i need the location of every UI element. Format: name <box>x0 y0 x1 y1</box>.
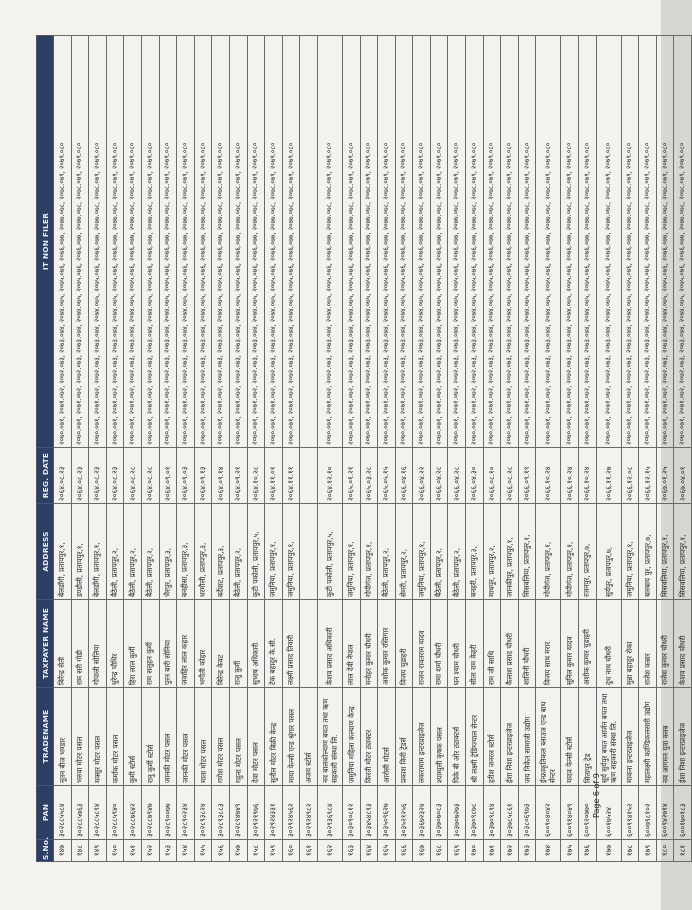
cell-sno: १५६ <box>212 840 230 862</box>
cell-tradename: माकना इन्टरप्राइजेज <box>621 688 639 786</box>
cell-it-non-filer: २०७०.०७१, २०७१.०७२, २०७२.०७३, २०७३.०७४, २०७४.०७५, २०७५.०७६, २०७६.०७७, २०७७.०७८, २०७८.०७९, २०७९.०८० <box>229 36 247 448</box>
cell-pan: ६००७९८१०२ <box>639 786 657 840</box>
cell-pan: ३०३७०९८९४ <box>483 786 501 840</box>
table-row <box>212 36 230 862</box>
cell-it-non-filer: २०७०.०७१, २०७१.०७२, २०७२.०७३, २०७३.०७४, २०७४.०७५, २०७५.०७६, २०७६.०७७, २०७७.०७८, २०७८.०७९, २०७९.०८० <box>54 36 72 448</box>
cell-taxpayer-name: केशव प्रसाद अधिकारी <box>317 600 342 688</box>
cell-sno: १६७ <box>413 840 431 862</box>
cell-tradename: गणेश मोटर पसल <box>212 688 230 786</box>
header-sno: S.No. <box>37 840 54 862</box>
cell-reg-date: २०६४.१२.१० <box>317 448 342 504</box>
cell-reg-date: २०६४.१०.२८ <box>247 448 265 504</box>
cell-address: बैठेली, प्रतापपुर,२, <box>124 504 142 600</box>
cell-pan: ३०२८९३८२४ <box>194 786 212 840</box>
cell-pan: ३०२८८७९४७ <box>141 786 159 840</box>
cell-address: बैठेली, प्रतापपुर,२, <box>430 504 448 600</box>
cell-it-non-filer: २०७०.०७१, २०७१.०७२, २०७२.०७३, २०७३.०७४, २०७४.०७५, २०७५.०७६, २०७६.०७७, २०७७.०७८, २०७८.०७९, २०७९.०८० <box>265 36 283 448</box>
cell-pan: ६००९०४०४२ <box>536 786 561 840</box>
cell-taxpayer-name: राजेश कुमार चौधरी <box>656 600 674 688</box>
cell-pan: ३०२९२१९७६ <box>247 786 265 840</box>
header-taxpayer-name: TAXPAYER NAME <box>37 600 54 688</box>
table-row <box>89 36 107 862</box>
table-row <box>448 36 466 862</box>
cell-taxpayer-name: धुरेन्द्र चौधिर <box>106 600 124 688</box>
cell-taxpayer-name: शालिनी चौधरी <box>518 600 536 688</box>
cell-it-non-filer: २०७०.०७१, २०७१.०७२, २०७२.०७३, २०७३.०७४, २०७४.०७५, २०७५.०७६, २०७६.०७७, २०७७.०७८, २०७८.०७९, २०७९.०८० <box>448 36 466 448</box>
cell-address: जमुनिया, प्रतापपुर,१, <box>342 504 360 600</box>
cell-taxpayer-name: राजेश कन्नार <box>639 600 657 688</box>
cell-tradename: महालक्ष्मी काण्डिकलसारी उद्योग <box>639 688 657 786</box>
cell-pan: ६००९४२७१४ <box>656 786 674 840</box>
cell-sno: १७३ <box>518 840 536 862</box>
cell-address: सुर्यपुर, प्रतापपुर,७, <box>596 504 621 600</box>
cell-tradename: लकरामाम इन्टरप्राइजेज <box>413 688 431 786</box>
table-row <box>639 36 657 862</box>
cell-address: बैठेली, प्रतापपुर,२, <box>141 504 159 600</box>
cell-it-non-filer: २०७०.०७१, २०७१.०७२, २०७२.०७३, २०७३.०७४, २०७४.०७५, २०७५.०७६, २०७६.०७७, २०७७.०७८, २०७८.०७९, २०७९.०८० <box>596 36 621 448</box>
cell-tradename: कर्माक मोटर पसल <box>106 688 124 786</box>
cell-taxpayer-name: केशव प्रसाद चौधरी <box>674 600 692 688</box>
cell-reg-date: २०६६.१०.२४ <box>536 448 561 504</box>
cell-reg-date: २०६६.०८.२८ <box>501 448 519 504</box>
cell-address: बैठेली, प्रतापपुर,२, <box>378 504 396 600</box>
cell-tradename: नूतन बीज भण्डार <box>54 688 72 786</box>
table-row <box>621 36 639 862</box>
cell-address: डण्डौली, प्रतापपुर,१, <box>71 504 89 600</box>
cell-pan: ३०३७०७२७३ <box>448 786 466 840</box>
cell-pan: ३०२८८५५८४ <box>54 786 72 840</box>
cell-taxpayer-name: बिरेन्द्र केवट <box>212 600 230 688</box>
cell-taxpayer-name: विजय साथ मरार <box>536 600 561 688</box>
table-row <box>656 36 674 862</box>
cell-taxpayer-name: सीता राम केहरी <box>466 600 484 688</box>
cell-sno: १७४ <box>536 840 561 862</box>
table-row <box>596 36 621 862</box>
table-row <box>141 36 159 862</box>
cell-tradename: हरीश जनरल स्टोर्स <box>483 688 501 786</box>
cell-sno: १५३ <box>159 840 177 862</box>
cell-pan: ३०३७०९८७८ <box>466 786 484 840</box>
cell-address: जमुनिया, प्रतापपुर,१, <box>413 504 431 600</box>
header-pan: PAN <box>37 786 54 840</box>
cell-tradename: गहुना मोटर पसल <box>229 688 247 786</box>
table-row <box>466 36 484 862</box>
cell-address: जमुनिया, प्रतापपुर,१, <box>282 504 300 600</box>
cell-tradename: भरुवा मोटर पसल <box>71 688 89 786</box>
cell-address: जानकीपुर, प्रतापपुर,१, <box>501 504 519 600</box>
cell-sno: १६० <box>282 840 300 862</box>
cell-taxpayer-name: राजन रावतराम यादव <box>413 600 431 688</box>
cell-sno: १७० <box>466 840 484 862</box>
cell-sno: १६६ <box>395 840 413 862</box>
cell-sno: १७७ <box>596 840 621 862</box>
cell-it-non-filer: २०७०.०७१, २०७१.०७२, २०७२.०७३, २०७३.०७४, २०७४.०७५, २०७५.०७६, २०७६.०७७, २०७७.०७८, २०७८.०७९, २०७९.०८० <box>579 36 597 448</box>
table-row <box>561 36 579 862</box>
table-row <box>265 36 283 862</box>
cell-reg-date: २०६६.०४.३० <box>466 448 484 504</box>
cell-tradename: ईशा निशा इन्टरप्राइजेज <box>674 688 692 786</box>
cell-address: बारबाय पुर, प्रतापपुर,७, <box>639 504 657 600</box>
cell-it-non-filer: २०७०.०७१, २०७१.०७२, २०७२.०७३, २०७३.०७४, २०७४.०७५, २०७५.०७६, २०७६.०७७, २०७७.०७८, २०७८.०७९, २०७९.०८० <box>466 36 484 448</box>
cell-sno: १६३ <box>342 840 360 862</box>
cell-sno: १४९ <box>89 840 107 862</box>
table-row <box>395 36 413 862</box>
cell-sno: १५४ <box>177 840 195 862</box>
cell-tradename: माता मोटर पसल <box>194 688 212 786</box>
cell-sno: १५० <box>106 840 124 862</box>
cell-it-non-filer: २०७०.०७१, २०७१.०७२, २०७२.०७३, २०७३.०७४, २०७४.०७५, २०७५.०७६, २०७६.०७७, २०७७.०७८, २०७८.०७९, २०७९.०८० <box>342 36 360 448</box>
cell-address: बनहीसा, प्रतापपुर,३, <box>177 504 195 600</box>
table-row <box>674 36 692 862</box>
cell-sno: १७६ <box>579 840 597 862</box>
cell-pan: ३०२९२४५६२ <box>282 786 300 840</box>
cell-it-non-filer: २०७०.०७१, २०७१.०७२, २०७२.०७३, २०७३.०७४, २०७४.०७५, २०७५.०७६, २०७६.०७७, २०७७.०७८, २०७८.०७९, २०७९.०८० <box>124 36 142 448</box>
cell-taxpayer-name: राम सरी गोडी <box>71 600 89 688</box>
cell-reg-date: २०६५.०५.१५ <box>378 448 396 504</box>
table-row <box>159 36 177 862</box>
cell-reg-date <box>300 448 318 504</box>
cell-pan: ३०३८०६९७३ <box>518 786 536 840</box>
cell-taxpayer-name: लाल देवी नेपाल <box>342 600 360 688</box>
cell-taxpayer-name: अशोक कुमार रस्तिगार <box>378 600 396 688</box>
cell-reg-date: २०६६.१०.२४ <box>579 448 597 504</box>
table-header-row <box>37 36 54 862</box>
cell-taxpayer-name: रामा शर्मा चौधरी <box>430 600 448 688</box>
table-body <box>54 36 692 862</box>
cell-address: सिसवलिया, प्रतापपुर,१, <box>518 504 536 600</box>
cell-it-non-filer: २०७०.०७१, २०७१.०७२, २०७२.०७३, २०७३.०७४, २०७४.०७५, २०७५.०७६, २०७६.०७७, २०७७.०७८, २०७८.०७९, २०७९.०८० <box>674 36 692 448</box>
cell-reg-date: २०६४.०८.२३ <box>106 448 124 504</box>
cell-address: बेलडाँगी, प्रतापपुर,१, <box>54 504 72 600</box>
cell-tradename: माया फेन्सी एन्ड श्रृंगार पसल <box>282 688 300 786</box>
cell-address: बर्देवाट, प्रतापपुर,३, <box>212 504 230 600</box>
cell-reg-date: २०६६.०४.२८ <box>430 448 448 504</box>
cell-it-non-filer: २०७०.०७१, २०७१.०७२, २०७२.०७३, २०७३.०७४, २०७४.०७५, २०७५.०७६, २०७६.०७७, २०७७.०७८, २०७८.०७९, २०७९.०८० <box>177 36 195 448</box>
cell-it-non-filer: २०७०.०७१, २०७१.०७२, २०७२.०७३, २०७३.०७४, २०७४.०७५, २०७५.०७६, २०७६.०७७, २०७७.०७८, २०७८.०७९, २०७९.०८० <box>360 36 378 448</box>
cell-taxpayer-name: पुरन बारी सोनिया <box>159 600 177 688</box>
cell-address: सिसवलिया, प्रतापपुर,१, <box>656 504 674 600</box>
cell-it-non-filer: २०७०.०७१, २०७१.०७२, २०७२.०७३, २०७३.०७४, २०७४.०७५, २०७५.०७६, २०७६.०७७, २०७७.०७८, २०७८.०७९, २०७९.०८० <box>141 36 159 448</box>
cell-sno: १६८ <box>430 840 448 862</box>
cell-pan: ६००९९४१५२ <box>621 786 639 840</box>
cell-address <box>300 504 318 600</box>
cell-it-non-filer: २०७०.०७१, २०७१.०७२, २०७२.०७३, २०७३.०७४, २०७४.०७५, २०७५.०७६, २०७६.०७७, २०७७.०७८, २०७८.०७९, २०७९.०८० <box>106 36 124 448</box>
cell-taxpayer-name: जवाहिर लाल कहार <box>177 600 195 688</box>
cell-sno: १५५ <box>194 840 212 862</box>
cell-pan: ३०३६७२३२४ <box>413 786 431 840</box>
cell-sno: १८० <box>656 840 674 862</box>
cell-tradename: सितापुर ट्रेड <box>579 688 597 786</box>
cell-taxpayer-name: राम सलुहन कुर्मी <box>141 600 159 688</box>
cell-sno: १७१ <box>483 840 501 862</box>
cell-pan: ३०२८९०२३४ <box>177 786 195 840</box>
cell-reg-date: २०६६.०९.१९ <box>518 448 536 504</box>
cell-it-non-filer: २०७०.०७१, २०७१.०७२, २०७२.०७३, २०७३.०७४, २०७४.०७५, २०७५.०७६, २०७६.०७७, २०७७.०७८, २०७८.०७९, २०७९.०८० <box>561 36 579 448</box>
cell-taxpayer-name: भगौती कोहार <box>194 600 212 688</box>
cell-it-non-filer: २०७०.०७१, २०७१.०७२, २०७२.०७३, २०७३.०७४, २०७४.०७५, २०७५.०७६, २०७६.०७७, २०७७.०७८, २०७८.०७९, २०७९.०८० <box>89 36 107 448</box>
cell-pan: ६००९२०७७० <box>579 786 597 840</box>
cell-reg-date: २०६४.०८.२३ <box>54 448 72 504</box>
table-row <box>54 36 72 862</box>
table-row <box>106 36 124 862</box>
cell-tradename: यादव फेन्सी स्टोर्स <box>561 688 579 786</box>
table-row <box>518 36 536 862</box>
cell-sno: १५१ <box>124 840 142 862</box>
table-row <box>229 36 247 862</box>
cell-pan: ३०२८८५७६३ <box>71 786 89 840</box>
cell-taxpayer-name: बिरेन्द्र सेती <box>54 600 72 688</box>
cell-taxpayer-name: दुध नाथ चौधरी <box>596 600 621 688</box>
cell-reg-date: २०६४.०८.२८ <box>124 448 142 504</box>
cell-address: जमुनिया, प्रतापपुर,१, <box>265 504 283 600</box>
cell-it-non-filer: २०७०.०७१, २०७१.०७२, २०७२.०७३, २०७३.०७४, २०७४.०७५, २०७५.०७६, २०७६.०७७, २०७७.०७८, २०७८.०७९, २०७९.०८० <box>518 36 536 448</box>
cell-reg-date: २०६६.११.२७ <box>596 448 621 504</box>
cell-reg-date: २०६७.०४.०१ <box>674 448 692 504</box>
table-row <box>536 36 561 862</box>
cell-sno: १७५ <box>561 840 579 862</box>
cell-reg-date: २०६४.०८.२३ <box>89 448 107 504</box>
table-row <box>413 36 431 862</box>
cell-taxpayer-name: विजय चुडाहरी <box>395 600 413 688</box>
cell-address: भैरपुर, प्रतापपुर,३, <box>159 504 177 600</box>
cell-tradename: श्याम्पुली कृषक पसल <box>430 688 448 786</box>
cell-reg-date: २०६४.०९.०१ <box>159 448 177 504</box>
table-row <box>124 36 142 862</box>
cell-address: सेमरी, प्रतापपुर,२, <box>395 504 413 600</box>
cell-sno: १६४ <box>360 840 378 862</box>
cell-it-non-filer: २०७०.०७१, २०७१.०७२, २०७२.०७३, २०७३.०७४, २०७४.०७५, २०७५.०७६, २०७६.०७७, २०७७.०७८, २०७८.०७९, २०७९.०८० <box>430 36 448 448</box>
table-row <box>247 36 265 862</box>
cell-it-non-filer: २०७०.०७१, २०७१.०७२, २०७२.०७३, २०७३.०७४, २०७४.०७५, २०७५.०७६, २०७६.०७७, २०७७.०७८, २०७८.०७९, २०७९.०८० <box>247 36 265 448</box>
cell-reg-date: २०६५.०१.२१ <box>342 448 360 504</box>
cell-pan: ३०२८८५८९४ <box>89 786 107 840</box>
cell-reg-date: २०६६.०४.२२ <box>413 448 431 504</box>
cell-it-non-filer: २०७०.०७१, २०७१.०७२, २०७२.०७३, २०७३.०७४, २०७४.०७५, २०७५.०७६, २०७६.०७७, २०७७.०७८, २०७८.०७९, २०७९.०८० <box>483 36 501 448</box>
cell-address: सिसवलिया, प्रतापपुर,१, <box>674 504 692 600</box>
cell-reg-date: २०६४.११.११ <box>282 448 300 504</box>
cell-reg-date: २०६७.०१.२५ <box>656 448 674 504</box>
cell-sno: १४७ <box>54 840 72 862</box>
cell-reg-date: २०६५.०३.२८ <box>360 448 378 504</box>
cell-reg-date: २०६६.०८.१० <box>483 448 501 504</box>
cell-reg-date: २०६४.०८.२३ <box>71 448 89 504</box>
cell-address: धरमौली, प्रतापपुर,३, <box>194 504 212 600</box>
cell-tradename: जानकी मोटर पसल <box>159 688 177 786</box>
cell-it-non-filer: २०७०.०७१, २०७१.०७२, २०७२.०७३, २०७३.०७४, २०७४.०७५, २०७५.०७६, २०७६.०७७, २०७७.०७८, २०७८.०७९, २०७९.०८० <box>395 36 413 448</box>
cell-taxpayer-name: गोपाली सोलिया <box>89 600 107 688</box>
cell-address: गोपीगंज, प्रतापपुर,१, <box>536 504 561 600</box>
cell-tradename: रानु कुर्मी स्टोर्स <box>141 688 159 786</box>
cell-pan: ३०२८८५९४० <box>106 786 124 840</box>
cell-pan: ३०३५०९६२७ <box>378 786 396 840</box>
cell-taxpayer-name: घन श्याम चौधरी <box>448 600 466 688</box>
cell-tradename: सुनौल मोटर बिक्री केन्द्र <box>265 688 283 786</box>
cell-it-non-filer: २०७०.०७१, २०७१.०७२, २०७२.०७३, २०७३.०७४, २०७४.०७५, २०७५.०७६, २०७६.०७७, २०७७.०७८, २०७८.०७९, २०७९.०८० <box>413 36 431 448</box>
cell-pan: ३०३७८५८६१ <box>501 786 519 840</box>
cell-address: जमुनिया, प्रतापपुर,१, <box>621 504 639 600</box>
header-it-non-filer: IT NON FILER <box>37 36 54 448</box>
taxpayer-table <box>36 35 692 862</box>
cell-pan: ३०३५२१२५६ <box>395 786 413 840</box>
cell-tradename: ईशा निशा इन्टरप्राइजेज <box>501 688 519 786</box>
header-tradename: TRADENAME <box>37 688 54 786</box>
cell-tradename: नव आगमन युवा क्लब <box>656 688 674 786</box>
cell-tradename: सूर्य सुर्यपुर बचत आर्जन बचत तथा ऋण सहकारी संस्था लि. <box>596 688 621 786</box>
cell-reg-date: २०६४.०९.२१ <box>229 448 247 504</box>
table-row <box>282 36 300 862</box>
cell-reg-date: २०६४.०९.१४ <box>212 448 230 504</box>
cell-reg-date: २०६४.०९.०३ <box>177 448 195 504</box>
cell-reg-date: २०६६.०४.२८ <box>448 448 466 504</box>
table-row <box>317 36 342 862</box>
cell-sno: १४८ <box>71 840 89 862</box>
cell-tradename: नव बालकोल्याण बचत तथा ऋण सहकारी संस्था लि. <box>317 688 342 786</box>
cell-sno: १७९ <box>639 840 657 862</box>
cell-pan: ३०२९२४९८२ <box>300 786 318 840</box>
header-address: ADDRESS <box>37 504 54 600</box>
cell-tradename: कुमी स्टोर्स <box>124 688 142 786</box>
cell-tradename: श्री लक्ष्मी ट्रेडिंग्ज्याल सेन्टर <box>466 688 484 786</box>
cell-reg-date: २०६६.१२.०८ <box>621 448 639 504</box>
cell-sno: १६५ <box>378 840 396 862</box>
cell-address: गोपीगंज, प्रतापपुर,१, <box>561 504 579 600</box>
cell-pan: ३०२९३६९८४ <box>317 786 342 840</box>
cell-pan: ३०३४५४८९३ <box>360 786 378 840</box>
cell-address: रजनपुर, प्रतापपुर,७, <box>579 504 597 600</box>
cell-tradename: पिके बी ओर ट्याक्टर्स <box>448 688 466 786</box>
cell-it-non-filer: २०७०.०७१, २०७१.०७२, २०७२.०७३, २०७३.०७४, २०७४.०७५, २०७५.०७६, २०७६.०७७, २०७७.०७८, २०७८.०७९, २०७९.०८० <box>621 36 639 448</box>
cell-it-non-filer: २०७०.०७१, २०७१.०७२, २०७२.०७३, २०७३.०७४, २०७४.०७५, २०७५.०७६, २०७६.०७७, २०७७.०७८, २०७८.०७९, २०७९.०८० <box>282 36 300 448</box>
cell-tradename: अजय स्टोर्स <box>300 688 318 786</box>
cell-pan: ३०३७०७०८३ <box>430 786 448 840</box>
cell-sno: १७२ <box>501 840 519 862</box>
cell-it-non-filer: २०७०.०७१, २०७१.०७२, २०७२.०७३, २०७३.०७४, २०७४.०७५, २०७५.०७६, २०७६.०७७, २०७७.०७८, २०७८.०७९, २०७९.०८० <box>378 36 396 448</box>
cell-it-non-filer: २०७०.०७१, २०७१.०७२, २०७२.०७३, २०७३.०७४, २०७४.०७५, २०७५.०७६, २०७६.०७७, २०७७.०७८, २०७८.०७९, २०७९.०८० <box>212 36 230 448</box>
cell-taxpayer-name: कैलाश प्रसाद चौधरी <box>501 600 519 688</box>
cell-address: बेलडाँगी, प्रतापपुर,१, <box>89 504 107 600</box>
cell-tradename: मक्सुर मोटर पसल <box>89 688 107 786</box>
cell-address: बनहरी, प्रतापपुर,३, <box>466 504 484 600</box>
cell-reg-date: २०६६.०४.१६ <box>395 448 413 504</box>
cell-it-non-filer: २०७०.०७१, २०७१.०७२, २०७२.०७३, २०७३.०७४, २०७४.०७५, २०७५.०७६, २०७६.०७७, २०७७.०७८, २०७८.०७९, २०७९.०८० <box>71 36 89 448</box>
rotated-table-wrapper <box>36 36 688 862</box>
cell-it-non-filer: २०७०.०७१, २०७१.०७२, २०७२.०७३, २०७३.०७४, २०७४.०७५, २०७५.०७६, २०७६.०७७, २०७७.०७८, २०७८.०७९, २०७९.०८० <box>656 36 674 448</box>
cell-pan: ६००१७५२४ <box>596 786 621 840</box>
cell-taxpayer-name: मनोहर कुमार चौधरी <box>360 600 378 688</box>
cell-taxpayer-name: मुन्ना बहादुर रोका <box>621 600 639 688</box>
cell-reg-date: २०६६.१०.२४ <box>561 448 579 504</box>
cell-pan: ३०२८८७६४२ <box>124 786 142 840</box>
cell-sno: १६९ <box>448 840 466 862</box>
cell-pan: ३०३०९०८१२ <box>342 786 360 840</box>
table-row <box>501 36 519 862</box>
cell-address: कुटी पकोली, प्रतापपुर,५, <box>247 504 265 600</box>
cell-tradename: देवा मोटर पसल <box>247 688 265 786</box>
cell-taxpayer-name: हिरा लाल कुर्मी <box>124 600 142 688</box>
cell-tradename: किरती मोटर ट्याक्टर <box>360 688 378 786</box>
cell-it-non-filer: २०७०.०७१, २०७१.०७२, २०७२.०७३, २०७३.०७४, २०७४.०७५, २०७५.०७६, २०७६.०७७, २०७७.०७८, २०७८.०७९, २०७९.०८० <box>536 36 561 448</box>
cell-it-non-filer: २०७०.०७१, २०७१.०७२, २०७२.०७३, २०७३.०७४, २०७४.०७५, २०७५.०७६, २०७६.०७७, २०७७.०७८, २०७८.०७९, २०७९.०८० <box>639 36 657 448</box>
cell-taxpayer-name: सुभाष अधिकारी <box>247 600 265 688</box>
cell-it-non-filer: २०७०.०७१, २०७१.०७२, २०७२.०७३, २०७३.०७४, २०७४.०७५, २०७५.०७६, २०७६.०७७, २०७७.०७८, २०७८.०७९, २०७९.०८० <box>317 36 342 448</box>
cell-sno: १५८ <box>247 840 265 862</box>
cell-taxpayer-name: अशोक कुमार चुडाहरी <box>579 600 597 688</box>
cell-sno: १६२ <box>317 840 342 862</box>
cell-sno: १५९ <box>265 840 283 862</box>
cell-tradename: ईन्फ्राकृतिकल ब्लाउज एन्ड बाथ सेन्टर <box>536 688 561 786</box>
cell-it-non-filer: २०७०.०७१, २०७१.०७२, २०७२.०७३, २०७३.०७४, २०७४.०७५, २०७५.०७६, २०७६.०७७, २०७७.०७८, २०७८.०७९, २०७९.०८० <box>159 36 177 448</box>
cell-address: बैठेली, प्रतापपुर,२, <box>448 504 466 600</box>
header-reg-date: REG. DATE <box>37 448 54 504</box>
table-row <box>378 36 396 862</box>
cell-tradename: जानकी मोटर पसल <box>177 688 195 786</box>
cell-address: कुटी पकोली, प्रतापपुर,५, <box>317 504 342 600</box>
cell-address: बैठेली, प्रतापपुर,२, <box>106 504 124 600</box>
cell-address: गोपीगंज, प्रतापपुर,१, <box>360 504 378 600</box>
cell-sno: १६१ <box>300 840 318 862</box>
cell-pan: ३०२८९३८८३ <box>212 786 230 840</box>
cell-taxpayer-name: टेक बहादुर के.सी. <box>265 600 283 688</box>
cell-sno: १७८ <box>621 840 639 862</box>
cell-address: माथपुर, प्रतापपुर,२, <box>483 504 501 600</box>
cell-reg-date: २०६४.०८.२८ <box>141 448 159 504</box>
table-row <box>483 36 501 862</box>
table-row <box>194 36 212 862</box>
cell-pan: ३०२८९००७७ <box>159 786 177 840</box>
cell-reg-date: २०६४.०९.१३ <box>194 448 212 504</box>
cell-tradename: जमुनिया महिला कल्याण केन्द्र <box>342 688 360 786</box>
cell-taxpayer-name <box>300 600 318 688</box>
cell-it-non-filer: २०७०.०७१, २०७१.०७२, २०७२.०७३, २०७३.०७४, २०७४.०७५, २०७५.०७६, २०७६.०७७, २०७७.०७८, २०७८.०७९, २०७९.०८० <box>194 36 212 448</box>
cell-sno: १८१ <box>674 840 692 862</box>
table-row <box>360 36 378 862</box>
cell-pan: ६००१७०१८३ <box>674 786 692 840</box>
cell-reg-date: २०६४.११.०१ <box>265 448 283 504</box>
cell-tradename: आरोसी मोटर्स <box>378 688 396 786</box>
cell-taxpayer-name: सुनिल कुमार यादव <box>561 600 579 688</box>
cell-taxpayer-name: लक्ष्मी प्रसाद तिवारी <box>282 600 300 688</box>
table-row <box>71 36 89 862</box>
cell-pan: ३०२९२४३३१ <box>265 786 283 840</box>
cell-pan: ६००९१४०४९ <box>561 786 579 840</box>
table-row <box>177 36 195 862</box>
cell-it-non-filer: २०७०.०७१, २०७१.०७२, २०७२.०७३, २०७३.०७४, २०७४.०७५, २०७५.०७६, २०७६.०७७, २०७७.०७८, २०७८.०७९, २०७९.०८० <box>501 36 519 448</box>
table-row <box>300 36 318 862</box>
page-footer: Page 6 of 9 <box>592 773 601 818</box>
cell-address: बैठेली, प्रतापपुर,२, <box>229 504 247 600</box>
cell-taxpayer-name: राम जी साथि <box>483 600 501 688</box>
cell-sno: १५२ <box>141 840 159 862</box>
cell-it-non-filer <box>300 36 318 448</box>
table-row <box>579 36 597 862</box>
cell-taxpayer-name: राजु कुर्मी <box>229 600 247 688</box>
cell-tradename: जय निकेत सामाजी उद्योग <box>518 688 536 786</box>
cell-tradename: प्रकाश किरी ट्रेडर्स <box>395 688 413 786</box>
cell-pan: ३०२८९४७४९ <box>229 786 247 840</box>
cell-sno: १५७ <box>229 840 247 862</box>
table-row <box>342 36 360 862</box>
table-row <box>430 36 448 862</box>
cell-reg-date: २०६६.१२.१५ <box>639 448 657 504</box>
